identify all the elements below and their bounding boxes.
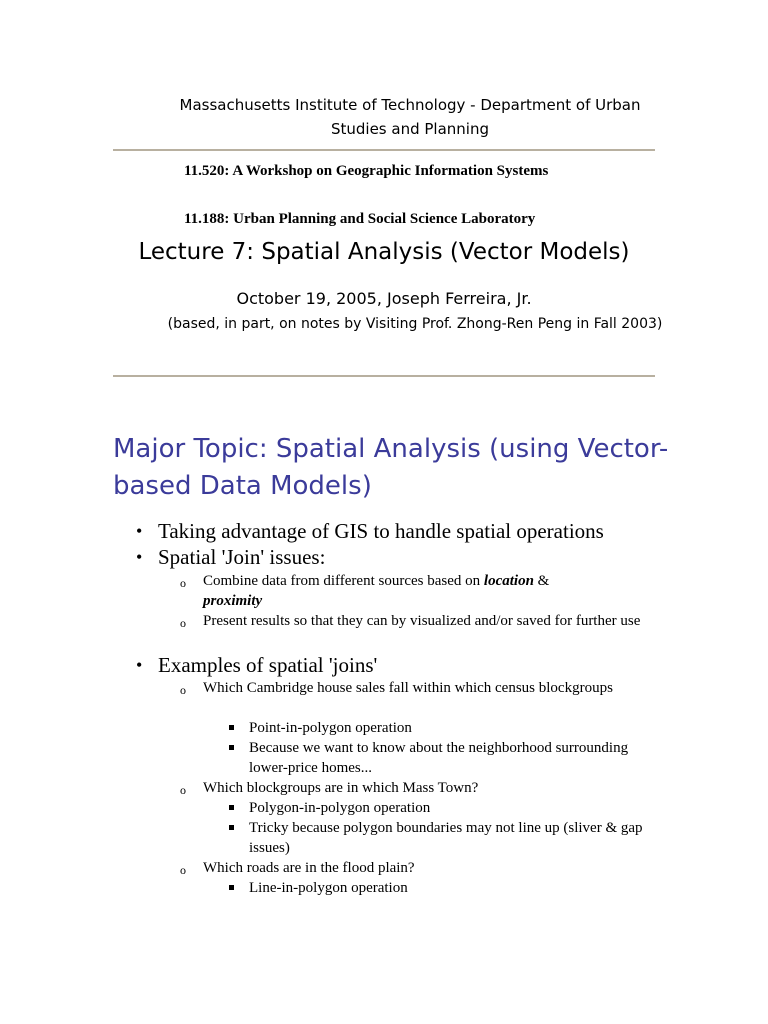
- lecture-title: Lecture 7: Spatial Analysis (Vector Models): [138, 239, 630, 265]
- bullet-square-icon: [229, 725, 234, 730]
- list-item-text: Because we want to know about the neighborhood surrounding lower-price homes...: [249, 740, 629, 776]
- list-item-text: Examples of spatial 'joins': [158, 653, 378, 677]
- list-item-text: Spatial 'Join' issues:: [158, 545, 326, 569]
- list-item: [136, 651, 688, 679]
- sub-list-item: [180, 678, 643, 698]
- bullet-dot-icon: •: [136, 547, 143, 567]
- list-item-text: &: [533, 573, 550, 589]
- list-item-text: Which Cambridge house sales fall within which census blockgroups: [203, 680, 613, 696]
- bullet-square-icon: [229, 745, 234, 750]
- list-item-text: Present results so that they can by visualized and/or saved for further use: [203, 613, 641, 629]
- divider-top: [113, 149, 655, 151]
- divider-bottom: [113, 375, 655, 377]
- sub-list-item: [180, 778, 643, 798]
- sub-sub-list-item: [249, 798, 659, 818]
- institution-header: Massachusetts Institute of Technology - Department of Urban Studies and Planning: [179, 96, 641, 138]
- list-item-text: Which roads are in the flood plain?: [203, 860, 415, 876]
- sub-sub-list-item: [249, 878, 659, 898]
- list-item: [136, 517, 688, 545]
- list-item-text: Line-in-polygon operation: [249, 880, 408, 896]
- bullet-circle-icon: o: [180, 616, 186, 630]
- list-item-text: Combine data from different sources based on: [203, 573, 484, 589]
- bullet-circle-icon: o: [180, 783, 186, 797]
- list-item-text: Polygon-in-polygon operation: [249, 800, 431, 816]
- bullet-circle-icon: o: [180, 683, 186, 697]
- bullet-square-icon: [229, 805, 234, 810]
- course-title-11520: 11.520: A Workshop on Geographic Information Systems: [184, 163, 549, 179]
- section-heading: Major Topic: Spatial Analysis (using Vector-based Data Models): [113, 434, 669, 501]
- lecture-date-author: October 19, 2005, Joseph Ferreira, Jr.: [236, 289, 532, 308]
- bullet-square-icon: [229, 825, 234, 830]
- sub-sub-list-item: [249, 818, 659, 858]
- sub-sub-list-item: [249, 738, 659, 778]
- sub-list-item: [180, 858, 643, 878]
- bullet-dot-icon: •: [136, 521, 143, 541]
- emphasis-location: location: [483, 573, 534, 589]
- list-item-text: Tricky because polygon boundaries may not line up (sliver & gap issues): [249, 820, 643, 856]
- bullet-square-icon: [229, 885, 234, 890]
- list-item-text: Point-in-polygon operation: [249, 720, 412, 736]
- list-item-text: Taking advantage of GIS to handle spatial operations: [158, 519, 604, 543]
- bullet-dot-icon: •: [136, 655, 143, 675]
- list-item-text: Which blockgroups are in which Mass Town?: [203, 780, 479, 796]
- lecture-attribution: (based, in part, on notes by Visiting Prof. Zhong-Ren Peng in Fall 2003): [167, 316, 663, 332]
- course-title-11188: 11.188: Urban Planning and Social Science Laboratory: [184, 211, 536, 227]
- sub-sub-list-item: [249, 718, 659, 738]
- emphasis-proximity: proximity: [203, 593, 263, 609]
- sub-list-item: [180, 611, 643, 631]
- bullet-circle-icon: o: [180, 576, 186, 590]
- bullet-circle-icon: o: [180, 863, 186, 877]
- list-item: [136, 543, 688, 571]
- sub-list-item: [180, 571, 643, 611]
